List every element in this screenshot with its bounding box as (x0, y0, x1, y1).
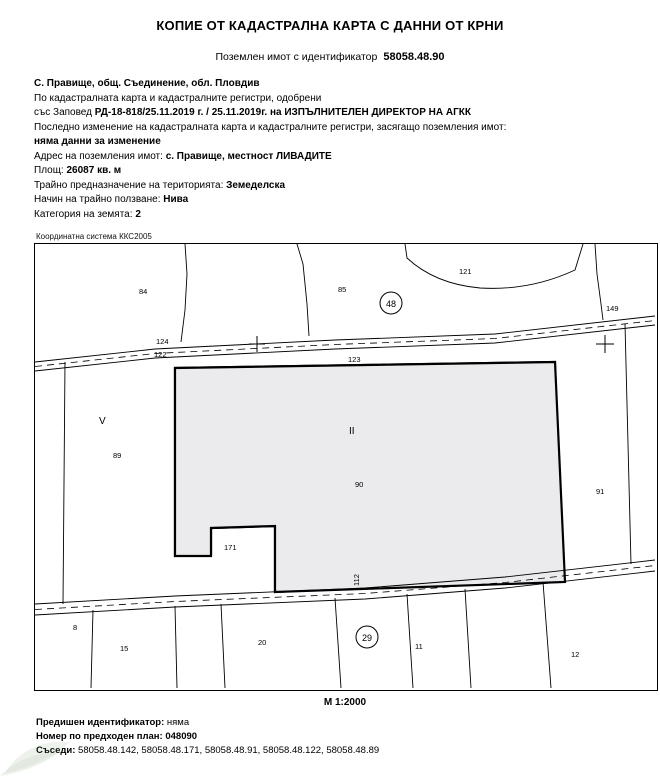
svg-text:112: 112 (352, 574, 361, 586)
usage-label: Начин на трайно ползване: (34, 194, 161, 205)
purpose-line (34, 179, 640, 194)
svg-text:89: 89 (113, 451, 122, 460)
address-value: с. Правище, местност ЛИВАДИТЕ (165, 150, 332, 162)
svg-text:48: 48 (385, 299, 397, 309)
category-label: Категория на земята: (34, 208, 133, 220)
svg-text:29: 29 (361, 633, 373, 643)
svg-text:8: 8 (73, 623, 78, 632)
previous-identifier-label: Предишен идентификатор: (36, 717, 165, 728)
previous-plan-label: Номер по предходен план: (36, 731, 163, 742)
identifier-row (20, 51, 640, 63)
svg-text:20: 20 (258, 638, 267, 647)
svg-text:121: 121 (459, 267, 472, 276)
previous-plan-value: 048090 (165, 731, 198, 742)
map-scale: М 1:2000 (323, 697, 367, 708)
cadastral-map[interactable] (34, 243, 658, 691)
category-value: 2 (135, 208, 141, 220)
coordinate-system-label: Координатна система ККС2005 (36, 232, 152, 241)
order-prefix: със Заповед (34, 107, 92, 118)
last-change-label: Последно изменение на кадастралната карта и кадастралните регистри, засягащо поземления имот: (34, 121, 507, 133)
identifier-value: 58058.48.90 (383, 51, 445, 63)
svg-text:90: 90 (355, 480, 364, 489)
usage-value: Нива (163, 194, 189, 205)
address-label: Адрес на поземления имот: (34, 150, 163, 162)
svg-text:149: 149 (606, 304, 619, 313)
area-label: Площ: (34, 165, 64, 176)
purpose-label: Трайно предназначение на територията: (34, 179, 224, 191)
order-line (34, 106, 640, 121)
previous-identifier-value: няма (166, 717, 190, 728)
location-line: С. Правище, общ. Съединение, обл. Пловдив (34, 78, 260, 89)
approved-line: По кадастралната карта и кадастралните регистри, одобрени (34, 92, 322, 104)
neighbors-line (36, 744, 640, 758)
last-change-value: няма данни за изменение (34, 136, 161, 147)
order-value: РД-18-818/25.11.2019 г. / 25.11.2019г. на ИЗПЪЛНИТЕЛЕН ДИРЕКТОР НА АГКК (94, 107, 471, 118)
usage-line (34, 193, 640, 208)
document-page (0, 18, 660, 778)
purpose-value: Земеделска (226, 179, 286, 191)
area-line (34, 164, 640, 179)
svg-text:91: 91 (596, 487, 605, 496)
svg-text:84: 84 (139, 287, 148, 296)
neighbors-label: Съседи: (36, 745, 76, 756)
svg-text:122: 122 (154, 350, 167, 359)
svg-text:123: 123 (348, 355, 361, 364)
neighbors-value: 58058.48.142, 58058.48.171, 58058.48.91, 58058.48.122, 58058.48.89 (78, 745, 380, 756)
footer-info-block (36, 716, 640, 758)
address-line (34, 150, 640, 165)
previous-plan-line (36, 730, 640, 744)
area-value: 26087 кв. м (66, 165, 122, 176)
page-title: КОПИЕ ОТ КАДАСТРАЛНА КАРТА С ДАННИ ОТ КРНИ (156, 18, 504, 33)
svg-text:124: 124 (156, 337, 169, 346)
svg-text:15: 15 (120, 644, 129, 653)
identifier-label: Поземлен имот с идентификатор (215, 51, 378, 63)
svg-text:11: 11 (415, 642, 423, 651)
previous-identifier-line (36, 716, 640, 730)
svg-text:V: V (99, 416, 106, 427)
svg-text:171: 171 (224, 543, 237, 552)
property-info-block (34, 77, 640, 222)
category-line (34, 208, 640, 223)
svg-text:12: 12 (571, 650, 580, 659)
svg-text:85: 85 (338, 285, 347, 294)
svg-text:II: II (349, 426, 355, 437)
